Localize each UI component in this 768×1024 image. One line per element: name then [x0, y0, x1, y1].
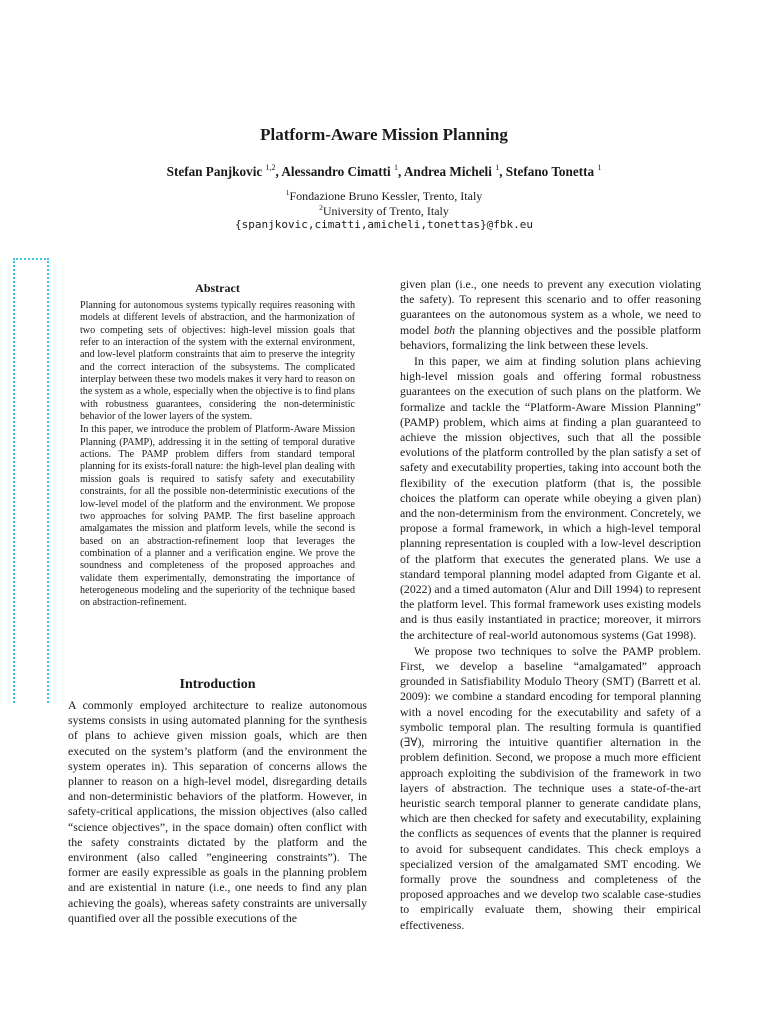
author-name: Andrea Micheli [403, 164, 492, 179]
author-affiliation-mark: 1 [597, 163, 602, 172]
body-paragraph: We propose two techniques to solve the PAMP problem. First, we develop a baseline “amalgamated” approach grounded in Satisfiability Modulo Theory (SMT) (Barrett et al. 2009): we combine a standard encoding for temporal planning with a novel encoding for the executability and safety of a symbolic temporal plan. The resulting formula is quantified (∃∀), mirroring the intuitive quantifier alternation in the problem definition. Second, we propose a much more efficient approach exploiting the subdivision of the framework in two layers of abstraction. The technique uses a state-of-the-art heuristic search temporal planner to generate candidate plans, which are then checked for safety and executability, explaining the conflicts as sequences of events that the planner is required to avoid for subsequent candidates. This check employs a specialized version of the amalgamated SMT encoding. We formally prove the soundness and completeness of the proposed approaches and we develop two scalable case-studies to empirically evaluate them, showing their empirical effectiveness. [400, 643, 701, 932]
affiliation [0, 188, 768, 204]
abstract-heading: Abstract [195, 281, 240, 295]
author-affiliation-mark: 1,2 [265, 163, 276, 172]
affiliation-text: University of Trento, Italy [322, 204, 449, 218]
body-paragraph [400, 277, 701, 353]
paper-title: Platform-Aware Mission Planning [260, 125, 508, 144]
author-separator: , [397, 164, 404, 179]
introduction-paragraph: A commonly employed architecture to realize autonomous systems consists in using automated planning for the synthesis of plans to achieve given mission goals, which are then executed on the system’s platform (and the environment the system operates in). This separation of concerns allows the planner to reason on a high-level model, disregarding details and non-deterministic behaviors of the platform. However, in safety-critical applications, the mission objectives (also called “science objectives”, in the space domain) often conflict with the safety constraints dictated by the platform and the environment (also called ”engineering constraints”). The former are easily expressible as goals in the planning problem and are existential in nature (i.e., one needs to find any plan achieving the goals), whereas safety constraints are universally quantified over all the possible executions of the [68, 698, 367, 925]
affiliation-mark: 2 [319, 203, 323, 212]
introduction-section [68, 676, 367, 926]
author-separator: , [499, 164, 506, 179]
author-list [0, 163, 768, 181]
author-name: Stefan Panjkovic [166, 164, 263, 179]
author-affiliation-mark: 1 [393, 163, 398, 172]
introduction-heading: Introduction [179, 677, 256, 692]
author-separator: , [275, 164, 282, 179]
author-name: Alessandro Cimatti [281, 164, 391, 179]
author-affiliation-mark: 1 [495, 163, 500, 172]
body-text: the planning objectives and the possible platform behaviors, formalizing the link between these levels. [400, 322, 702, 352]
body-text: given plan (i.e., one needs to prevent any execution violating the safety). To represent this scenario and to offer reasoning guarantees on the autonomous system as a whole, we need to model [400, 277, 701, 337]
abstract-paragraph: Planning for autonomous systems typically requires reasoning with models at different levels of abstraction, and the harmonization of two competing sets of objectives: high-level mission goals that refer to an interaction of the system with the external environment, and low-level platform constraints that aim to preserve the integrity and the correct interaction of the subsystems. The complicated interplay between these two models makes it very hard to reason on the system as a whole, especially when the objective is to find plans with robustness guarantees, considering the non-deterministic behavior of the lower layers of the system. [80, 300, 355, 423]
abstract-section [80, 281, 355, 611]
affiliation-mark: 1 [285, 188, 290, 197]
affiliation-text: Fondazione Bruno Kessler, Trento, Italy [289, 189, 483, 203]
abstract-paragraph: In this paper, we introduce the problem of Platform-Aware Mission Planning (PAMP), addressing it in the setting of temporal durative actions. The PAMP problem differs from standard temporal planning for its exists-forall nature: the high-level plan dealing with mission goals is required to satisfy safety and executability constraints, for all the possible non-deterministic executions of the low-level model of the platform and the environment. We propose two approaches for solving PAMP. The first baseline approach amalgamates the mission and platform levels, while the second is based on an abstraction-refinement loop that leverages the combination of a planner and a verification engine. We prove the soundness and completeness of the proposed approaches and validate them experimentally, demonstrating the importance of heterogeneous modeling and the superiority of the technique based on abstraction-refinement. [80, 424, 355, 609]
margin-annotation-box [13, 258, 49, 703]
right-column [400, 277, 701, 934]
author-emails: {spanjkovic,cimatti,amicheli,tonettas}@fbk.eu [234, 218, 533, 231]
body-paragraph: In this paper, we aim at finding solution plans achieving high-level mission goals and offering formal robustness guarantees on the execution of such plans on the platform. We formalize and tackle the “Platform-Aware Mission Planning” (PAMP) problem, which aims at finding a plan guaranteed to achieve the mission objectives, such that all the possible evolutions of the platform controlled by the plan satisfy a set of safety and executability properties, taking into account both the flexibility of the execution platform (that is, the possible choices the platform can operate while obeying a given plan) and the non-determinism from the environment. Concretely, we propose a formal framework, in which a high-level temporal planning representation is coupled with a low-level description of the platform that executes the generated plans. We use a standard temporal planning model adapted from Gigante et al. (2022) and a timed automaton (Alur and Dill 1994) to represent the platform level. This formal framework uses existing models and is thus easily instantiated in practice; moreover, it mirrors the architecture of real-world autonomous systems (Gat 1998). [400, 354, 701, 642]
emphasized-text: both [434, 322, 456, 337]
author-name: Stefano Tonetta [505, 164, 595, 179]
